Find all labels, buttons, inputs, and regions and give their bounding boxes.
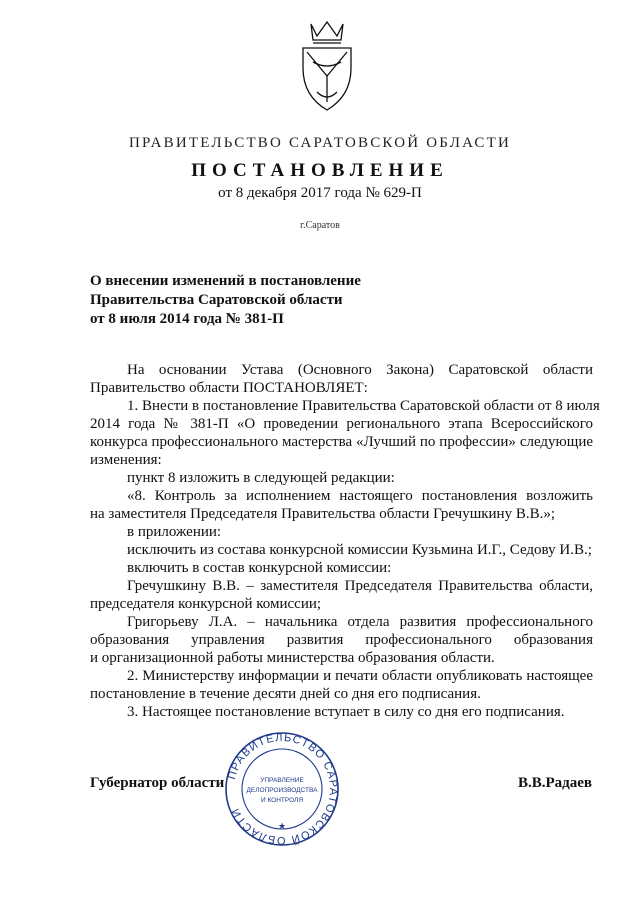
body-line: На основании Устава (Основного Закона) Саратовской области (127, 362, 593, 378)
body-line: Правительство области ПОСТАНОВЛЯЕТ: (90, 380, 368, 396)
body-line: конкурса профессионального мастерства «Лучший по профессии» следующие (90, 434, 593, 450)
city-label: г.Саратов (300, 220, 340, 231)
body-line: Григорьеву Л.А. – начальника отдела развития профессионального (127, 614, 593, 630)
stamp-inner-text: ДЕЛОПРОИЗВОДСТВА (246, 787, 318, 794)
body-line: изменения: (90, 452, 162, 468)
title-line: от 8 июля 2014 года № 381-П (90, 311, 284, 327)
body-line: председателя конкурсной комиссии; (90, 596, 322, 612)
body-line: 2. Министерству информации и печати области опубликовать настоящее (127, 668, 593, 684)
stamp-inner-text: УПРАВЛЕНИЕ (260, 777, 304, 784)
government-name: ПРАВИТЕЛЬСТВО САРАТОВСКОЙ ОБЛАСТИ (128, 135, 512, 151)
document-title (90, 272, 361, 329)
signatory-name: В.В.Радаев (517, 775, 592, 791)
body-line: Гречушкину В.В. – заместителя Председателя Правительства области, (127, 578, 593, 594)
body-line: «8. Контроль за исполнением настоящего постановления возложить (127, 488, 593, 504)
body-line: постановление в течение десяти дней со дня его подписания. (90, 686, 481, 702)
document-type: ПОСТАНОВЛЕНИЕ (191, 160, 449, 181)
stamp-outer-text: ПРАВИТЕЛЬСТВО САРАТОВСКОЙ ОБЛАСТИ (225, 731, 340, 847)
body-line: образования управления развития профессионального образования (90, 632, 593, 648)
title-line: Правительства Саратовской области (90, 292, 343, 308)
body-line: включить в состав конкурсной комиссии: (127, 560, 392, 576)
body-line: и организационной работы министерства образования области. (90, 650, 495, 666)
emblem-icon (293, 18, 361, 116)
document-date: от 8 декабря 2017 года № 629-П (218, 185, 422, 201)
body-line: 1. Внести в постановление Правительства Саратовской области от 8 июля (127, 398, 600, 414)
official-stamp (223, 730, 341, 848)
body-line: 3. Настоящее постановление вступает в силу со дня его подписания. (127, 704, 565, 720)
signatory-position: Губернатор области (90, 775, 225, 791)
body-line: 2014 года № 381-П «О проведении регионального этапа Всероссийского (90, 416, 593, 432)
body-line: пункт 8 изложить в следующей редакции: (127, 470, 395, 486)
body-line: исключить из состава конкурсной комиссии Кузьмина И.Г., Седову И.В.; (127, 542, 592, 558)
document-body (90, 361, 600, 721)
body-line: в приложении: (127, 524, 222, 540)
body-line: на заместителя Председателя Правительства области Гречушкину В.В.»; (90, 506, 556, 522)
star-icon: ★ (277, 821, 287, 831)
stamp-inner-text: И КОНТРОЛЯ (260, 797, 304, 804)
title-line: О внесении изменений в постановление (90, 273, 361, 289)
